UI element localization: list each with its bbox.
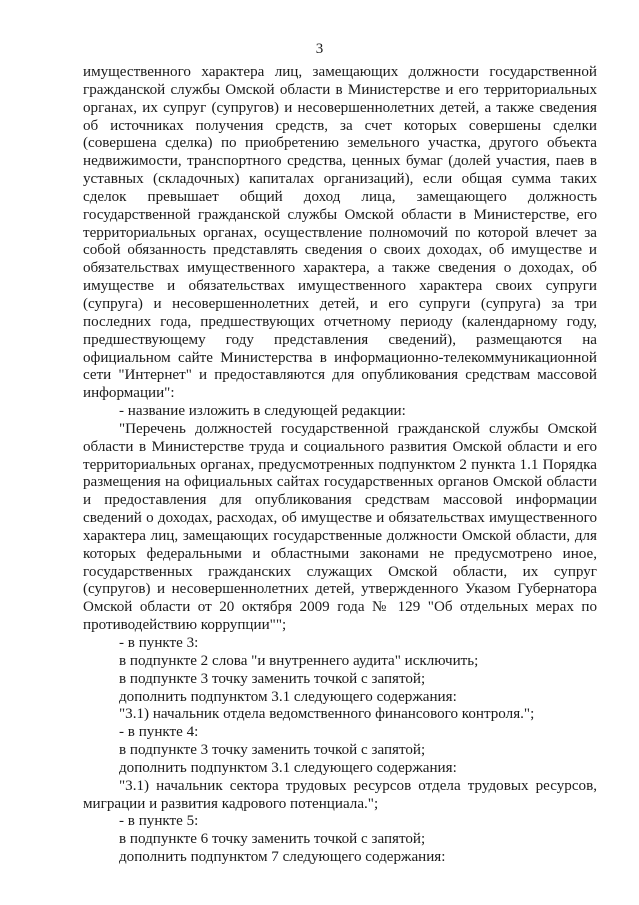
instruction-line: "3.1) начальник отдела ведомственного финансового контроля.";	[119, 706, 535, 723]
instruction-line: в подпункте 2 слова "и внутреннего аудита" исключить;	[119, 652, 479, 669]
instruction-line: - в пункте 3:	[119, 635, 199, 651]
paragraph-new-title: "Перечень должностей государственной гражданской службы Омской области в Министерстве труда и социального развития Омской области и его территориальных органах, предусмотренных подпунктом 2 пункта 1.1 Порядка размещения на официальных сайтах государственных органов Омской области и предоставления для опубликования средствам массовой информации сведений о доходах, расходах, об имуществе и обязательствах имущественного характера лиц, замещающих государственные должности Омской области, для которых федеральными и областными законами не предусмотрено иное, государственных гражданских служащих Омской области, их супруг (супругов) и несовершеннолетних детей, утвержденного Указом Губернатора Омской области от 20 октября 2009 года № 129 "Об отдельных мерах по противодействию коррупции"";	[83, 420, 597, 634]
paragraph-new-item: "3.1) начальник сектора трудовых ресурсов отдела трудовых ресурсов, миграции и развития кадрового потенциала.";	[83, 777, 597, 812]
paragraph-continuation: имущественного характера лиц, замещающих должности государственной гражданской службы Омской области в Министерстве и его территориальных органах, их супруг (супругов) и несовершеннолетних детей, а также сведения об источниках получения средств, за счет которых совершены сделки (совершена сделка) по приобретению земельного участка, другого объекта недвижимости, транспортного средства, ценных бумаг (долей участия, паев в уставных (складочных) капиталах организаций), если общая сумма таких сделок превышает общий доход лица, замещающего должность государственной гражданской службы Омской области в Министерстве, его территориальных органах, осуществление полномочий по которой влечет за собой обязанность представлять сведения о своих доходах, об имуществе и обязательствах имущественного характера, а также сведения о доходах, об имуществе и обязательствах имущественного характера своих супруги (супруга) и несовершеннолетних детей, и его супруги (супруга) за три последних года, предшествующих отчетному периоду (календарному году, предшествующему году представления сведений), размещаются на официальном сайте Министерства в информационно-телекоммуникационной сети "Интернет" и предоставляются для опубликования средствам массовой информации":	[83, 64, 597, 402]
instruction-line: - в пункте 5:	[119, 813, 199, 830]
instruction-line: дополнить подпунктом 3.1 следующего содержания:	[119, 759, 457, 776]
page-number: 3	[315, 41, 324, 57]
instruction-line: дополнить подпунктом 3.1 следующего содержания:	[119, 688, 457, 705]
instruction-line: в подпункте 3 точку заменить точкой с запятой;	[119, 742, 426, 759]
instruction-line: в подпункте 3 точку заменить точкой с запятой;	[119, 670, 426, 687]
document-body	[83, 64, 597, 867]
instruction-line: в подпункте 6 точку заменить точкой с запятой;	[119, 831, 426, 848]
instruction-line: - название изложить в следующей редакции:	[119, 403, 406, 420]
instruction-line: - в пункте 4:	[119, 724, 199, 741]
instruction-line: дополнить подпунктом 7 следующего содержания:	[119, 849, 446, 866]
